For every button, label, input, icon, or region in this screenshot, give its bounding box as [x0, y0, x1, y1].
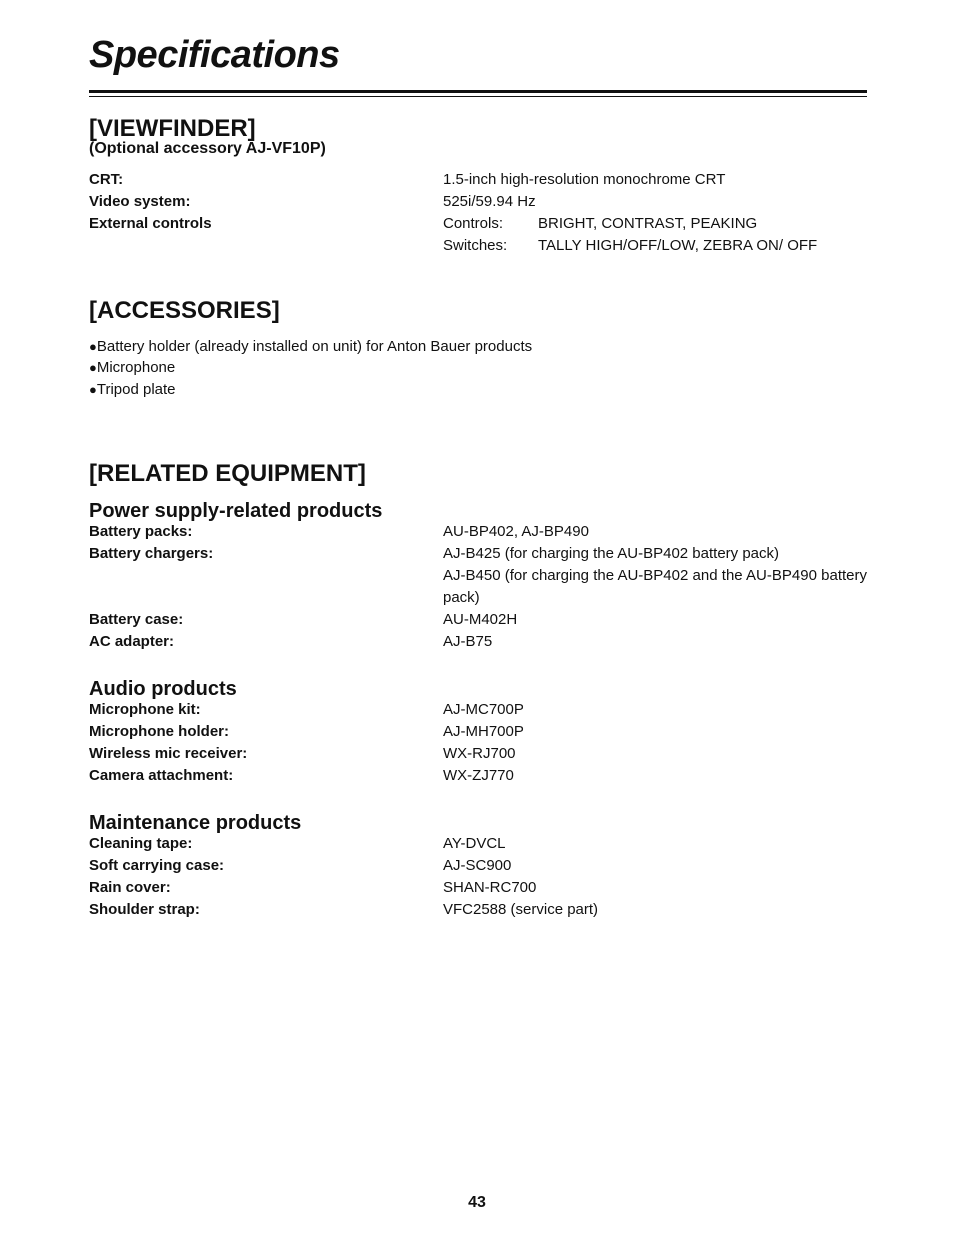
spec-label: Microphone kit:: [89, 701, 201, 718]
spec-label: Cleaning tape:: [89, 835, 193, 852]
title-rule-thick: [89, 90, 867, 93]
spec-row-shoulder-strap: [89, 899, 867, 921]
bullet-icon: ●: [89, 339, 97, 354]
list-item-text: Battery holder (already installed on unit) for Anton Bauer products: [96, 338, 533, 355]
spec-value: WX-ZJ770: [443, 767, 514, 784]
viewfinder-heading: [VIEWFINDER]: [89, 115, 256, 142]
spec-row-battery-packs: [89, 521, 867, 543]
list-item: [89, 336, 532, 358]
list-item-text: Tripod plate: [96, 381, 176, 398]
controls-key: Controls:: [443, 215, 504, 232]
spec-row-video-system: [89, 191, 867, 213]
list-item: [89, 357, 175, 379]
spec-row-rain-cover: [89, 877, 867, 899]
spec-label: Battery chargers:: [89, 545, 214, 562]
bullet-icon: ●: [89, 360, 97, 375]
spec-row-microphone-holder: [89, 721, 867, 743]
spec-row-battery-chargers: [89, 543, 867, 565]
spec-label: Camera attachment:: [89, 767, 234, 784]
spec-row-external-controls: [89, 213, 867, 235]
switches-key: Switches:: [443, 237, 508, 254]
list-item: [89, 379, 176, 401]
spec-row-battery-case: [89, 609, 867, 631]
spec-value: AU-BP402, AJ-BP490: [443, 523, 589, 540]
spec-row-soft-carrying-case: [89, 855, 867, 877]
spec-label: External controls: [89, 215, 212, 232]
spec-value: VFC2588 (service part): [443, 901, 599, 918]
spec-value: AU-M402H: [443, 611, 518, 628]
accessories-heading: [ACCESSORIES]: [89, 297, 280, 324]
controls-value: BRIGHT, CONTRAST, PEAKING: [538, 215, 758, 232]
title-rule-thin: [89, 96, 867, 97]
page-title: Specifications: [89, 34, 340, 76]
spec-row-camera-attachment: [89, 765, 867, 787]
related-equipment-heading: [RELATED EQUIPMENT]: [89, 460, 366, 487]
spec-row-wireless-mic-receiver: [89, 743, 867, 765]
spec-value: AJ-SC900: [443, 857, 512, 874]
switches-value: TALLY HIGH/OFF/LOW, ZEBRA ON/ OFF: [538, 237, 818, 254]
page-number: 43: [468, 1194, 486, 1211]
spec-row-switches: [89, 235, 867, 257]
spec-label: AC adapter:: [89, 633, 175, 650]
spec-label: CRT:: [89, 171, 124, 188]
spec-value: AJ-MH700P: [443, 723, 524, 740]
list-item-text: Microphone: [96, 359, 176, 376]
spec-label: Soft carrying case:: [89, 857, 225, 874]
spec-value: AJ-B425 (for charging the AU-BP402 battery pack): [443, 545, 780, 562]
spec-row-ac-adapter: [89, 631, 867, 653]
audio-products-title: Audio products: [89, 678, 237, 700]
spec-value: WX-RJ700: [443, 745, 516, 762]
maintenance-products-title: Maintenance products: [89, 812, 302, 834]
spec-row-cleaning-tape: [89, 833, 867, 855]
power-products-title: Power supply-related products: [89, 500, 383, 522]
bullet-icon: ●: [89, 382, 97, 397]
spec-row-crt: [89, 169, 867, 191]
spec-value: SHAN-RC700: [443, 879, 537, 896]
spec-label: Rain cover:: [89, 879, 171, 896]
spec-label: Shoulder strap:: [89, 901, 200, 918]
viewfinder-subheading: (Optional accessory AJ-VF10P): [89, 140, 326, 157]
spec-label: Battery packs:: [89, 523, 193, 540]
spec-label: Wireless mic receiver:: [89, 745, 248, 762]
spec-value: 525i/59.94 Hz: [443, 193, 536, 210]
spec-value: AJ-B75: [443, 633, 493, 650]
spec-row-microphone-kit: [89, 699, 867, 721]
spec-value: AJ-MC700P: [443, 701, 524, 718]
spec-label: Battery case:: [89, 611, 184, 628]
spec-label: Microphone holder:: [89, 723, 229, 740]
battery-charger-value-2: AJ-B450 (for charging the AU-BP402 and the AU-BP490 battery pack): [443, 567, 867, 606]
spec-label: Video system:: [89, 193, 191, 210]
spec-value: AY-DVCL: [443, 835, 506, 852]
spec-value: 1.5-inch high-resolution monochrome CRT: [443, 171, 726, 188]
